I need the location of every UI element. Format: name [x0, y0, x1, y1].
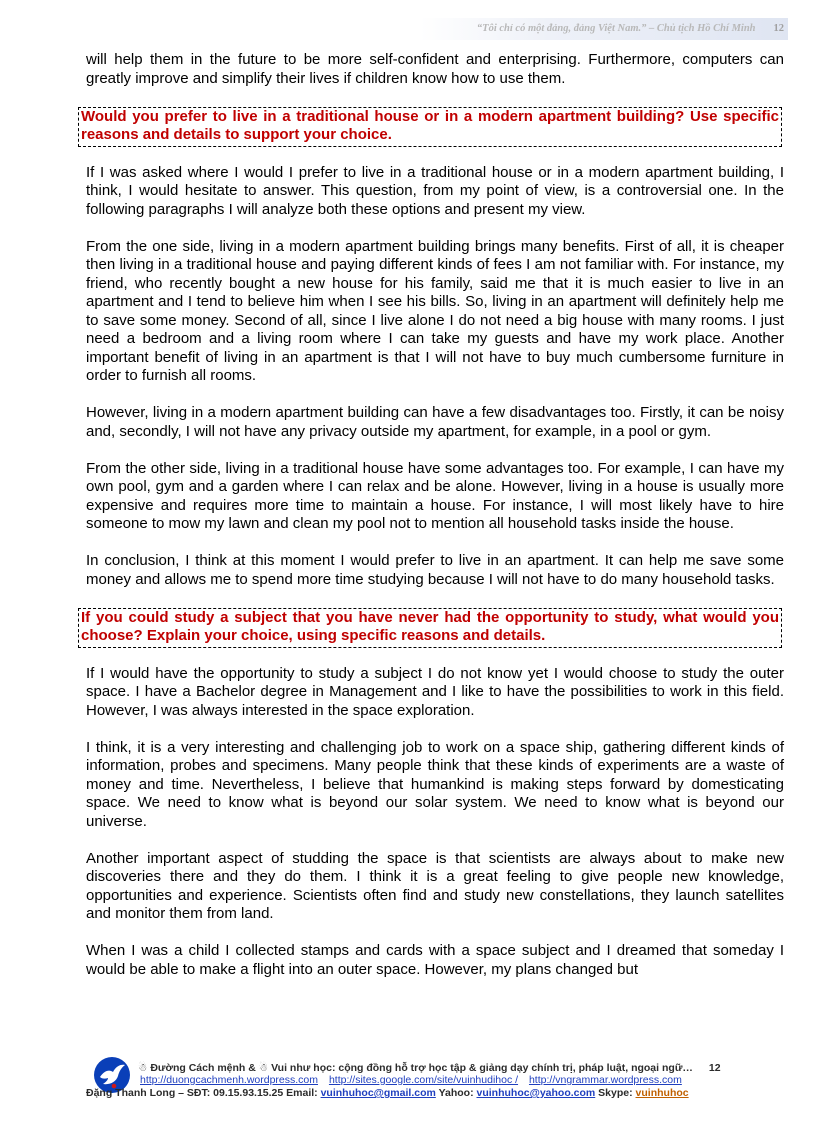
footer-skype-id[interactable]: vuinhuhoc — [635, 1087, 689, 1099]
paragraph: However, living in a modern apartment building can have a few disadvantages too. Firstly, it can be noisy and, secondly, I will not have any privacy outside my apartment, for example, in a pool or gym. — [86, 404, 784, 440]
footer-tagline — [138, 1062, 721, 1075]
footer-contact-prefix: Đặng Thanh Long – SĐT: 09.15.93.15.25 Email: — [86, 1087, 318, 1099]
footer-contact — [86, 1087, 689, 1100]
paragraph: In conclusion, I think at this moment I would prefer to live in an apartment. It can help me save some money and allows me to spend more time studying because I will not have to do many household tasks. — [86, 552, 784, 588]
paragraph: When I was a child I collected stamps and cards with a space subject and I dreamed that someday I would be able to make a flight into an outer space. However, my plans changed but — [86, 942, 784, 978]
footer-links — [140, 1074, 682, 1087]
page-header — [420, 18, 788, 40]
paragraph: If I was asked where I would I prefer to live in a traditional house or in a modern apartment building, I think, I would hesitate to answer. This question, from my point of view, is a controversial one. In the following paragraphs I will analyze both these options and present my view. — [86, 163, 784, 218]
essay-question: If you could study a subject that you have never had the opportunity to study, what would you choose? Explain your choice, using specific reasons and details. — [78, 608, 782, 648]
footer-yahoo-label: Yahoo: — [438, 1087, 474, 1099]
footer-email-gmail[interactable]: vuinhuhoc@gmail.com — [320, 1087, 436, 1099]
footer-tagline-text: ☃ Đường Cách mệnh & ☃ Vui như học: cộng đồng hỗ trợ học tập & giảng dạy chính trị, pháp luật, ngoại ngữ… — [138, 1062, 693, 1074]
footer-email-yahoo[interactable]: vuinhuhoc@yahoo.com — [476, 1087, 596, 1099]
footer-link-sites-google[interactable]: http://sites.google.com/site/vuinhudihoc / — [328, 1074, 519, 1086]
essay-question: Would you prefer to live in a traditional house or in a modern apartment building? Use specific reasons and details to support your choice. — [78, 107, 782, 147]
paragraph: I think, it is a very interesting and challenging job to work on a space ship, gathering different kinds of information, probes and specimens. Many people think that these kinds of experiments are a waste of money and time. Nevertheless, I believe that humankind is making steps forward by domesticating space. We need to know what is beyond our solar system. We need to know what is beyond our universe. — [86, 738, 784, 830]
header-quote: “Tôi chỉ có một đảng, đảng Việt Nam.” – Chủ tịch Hồ Chí Minh — [476, 23, 756, 34]
paragraph: If I would have the opportunity to study a subject I do not know yet I would choose to study the outer space. I have a Bachelor degree in Management and I like to have the possibilities to work in this field. However, I was always interested in the space exploration. — [86, 664, 784, 719]
header-page-number: 12 — [773, 23, 784, 34]
paragraph: From the other side, living in a traditional house have some advantages too. For example, I can have my own pool, gym and a garden where I can relax and be alone. However, living in a house is usually more expensive and requires more time to maintain a house. For instance, I will most likely have to hire someone to mow my lawn and clean my pool not to mention all household tasks inside the house. — [86, 459, 784, 532]
paragraph: From the one side, living in a modern apartment building brings many benefits. First of all, it is cheaper then living in a traditional house and paying different kinds of fees I am not familiar with. For instance, my friend, who recently bought a new house for his family, said me that it is much easier to live in an apartment and I tend to believe him when I see his bills. So, living in an apartment will definitely help me to save some money. Second of all, since I live alone I do not need a big house with many rooms. I just need a bedroom and a living room where I can take my guests and have my work place. Another important benefit of living in an apartment is that I will not have to buy much cumbersome furniture in order to furnish all rooms. — [86, 237, 784, 384]
document-body — [81, 51, 784, 979]
page-footer — [86, 1056, 786, 1106]
paragraph: Another important aspect of studding the space is that scientists are always about to make new discoveries there and they do them. I think it is a great feeling to give people new knowledge, opportunities and experience. Scientists often find and study new constellations, they launch satellites and monitor them from land. — [86, 849, 784, 922]
footer-skype-label: Skype: — [598, 1087, 633, 1099]
footer-page-number: 12 — [708, 1062, 721, 1074]
footer-link-duongcachmenh[interactable]: http://duongcachmenh.wordpress.com — [140, 1074, 319, 1086]
paragraph: will help them in the future to be more self-confident and enterprising. Furthermore, computers can greatly improve and simplify their lives if children know how to use them. — [86, 51, 784, 87]
footer-link-vngrammar[interactable]: http://vngrammar.wordpress.com — [528, 1074, 682, 1086]
